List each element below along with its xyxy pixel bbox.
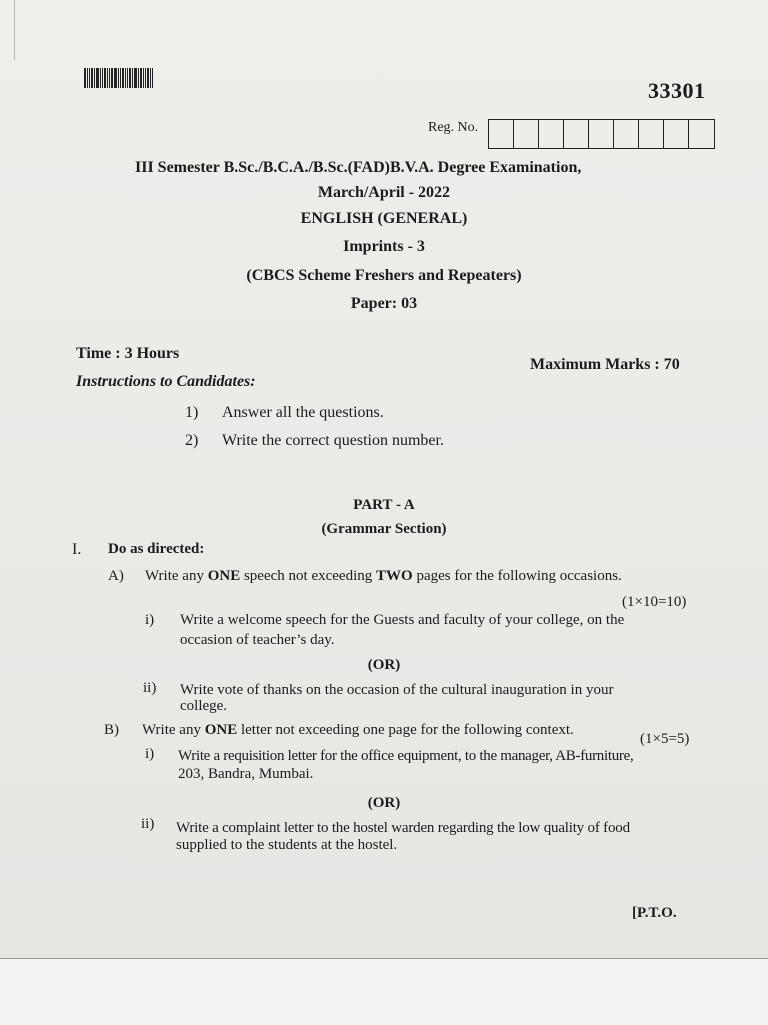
barcode-bar [84, 68, 86, 88]
please-turn-over: [P.T.O. [632, 905, 677, 921]
barcode-bar [114, 68, 117, 88]
instruction-num: 2) [185, 432, 199, 449]
barcode-bar [109, 68, 110, 88]
barcode-bar [122, 68, 124, 88]
option-text-line: Write a welcome speech for the Guests and faculty of your college, on the [180, 612, 625, 628]
reg-no-box [689, 120, 714, 148]
barcode-bar [150, 68, 151, 88]
maximum-marks: Maximum Marks : 70 [530, 356, 680, 373]
option-number: ii) [141, 816, 155, 832]
paper-code: 33301 [648, 78, 706, 103]
exam-title: III Semester B.Sc./B.C.A./B.Sc.(FAD)B.V.A. Degree Examination, [135, 159, 582, 176]
part-title: PART - A [353, 497, 415, 513]
barcode-bar [147, 68, 149, 88]
reg-no-box [639, 120, 664, 148]
instruction-text: Answer all the questions. [222, 404, 384, 421]
barcode-bar [127, 68, 128, 88]
reg-no-box [589, 120, 614, 148]
option-text-line: supplied to the students at the hostel. [176, 837, 398, 853]
reg-no-label: Reg. No. [428, 120, 479, 135]
option-text-line: Write a requisition letter for the office equipment, to the manager, AB-furniture, [178, 748, 634, 764]
option-text-line: Write vote of thanks on the occasion of the cultural inauguration in your [180, 682, 614, 698]
question-heading: Do as directed: [108, 541, 205, 557]
instructions-heading: Instructions to Candidates: [76, 373, 256, 390]
option-text-line: 203, Bandra, Mumbai. [178, 766, 314, 782]
reg-no-box [564, 120, 589, 148]
subquestion-label: A) [108, 568, 124, 584]
time-allowed: Time : 3 Hours [76, 345, 180, 362]
barcode-bar [111, 68, 113, 88]
barcode-bar [89, 68, 90, 88]
question-number: I. [72, 541, 82, 558]
option-text-line: college. [180, 698, 228, 714]
barcode-bar [143, 68, 144, 88]
instruction-num: 1) [185, 404, 199, 421]
option-text-line: Write a complaint letter to the hostel warden regarding the low quality of food [176, 820, 630, 836]
reg-no-box [514, 120, 539, 148]
reg-no-box [614, 120, 639, 148]
barcode-bar [129, 68, 131, 88]
scan-edge-mark [14, 0, 15, 60]
subject-title: ENGLISH (GENERAL) [300, 210, 468, 227]
barcode-bar [91, 68, 93, 88]
option-number: ii) [143, 680, 157, 696]
barcode-bar [118, 68, 119, 88]
marks-b: (1×5=5) [640, 731, 690, 747]
barcode-bar [96, 68, 99, 88]
barcode [84, 68, 164, 88]
or-separator: (OR) [367, 657, 401, 673]
scheme-note: (CBCS Scheme Freshers and Repeaters) [246, 267, 522, 284]
subject-subtitle: Imprints - 3 [343, 238, 425, 255]
reg-no-boxes [488, 119, 715, 149]
barcode-bar [152, 68, 153, 88]
subquestion-b-text: Write any ONE letter not exceeding one page for the following context. [142, 722, 574, 738]
page-bottom-margin [0, 958, 768, 1025]
option-text-line: occasion of teacher’s day. [180, 632, 335, 648]
barcode-bar [102, 68, 103, 88]
barcode-bar [138, 68, 139, 88]
option-number: i) [145, 746, 155, 762]
barcode-bar [87, 68, 88, 88]
part-subtitle: (Grammar Section) [321, 521, 447, 537]
or-separator: (OR) [367, 795, 401, 811]
barcode-bar [145, 68, 146, 88]
barcode-bar [125, 68, 126, 88]
reg-no-box [539, 120, 564, 148]
marks-a: (1×10=10) [622, 594, 687, 610]
barcode-bar [107, 68, 108, 88]
subquestion-label: B) [104, 722, 119, 738]
paper-number: Paper: 03 [350, 295, 418, 312]
instruction-text: Write the correct question number. [222, 432, 444, 449]
barcode-bar [100, 68, 101, 88]
reg-no-box [664, 120, 689, 148]
barcode-bar [120, 68, 121, 88]
barcode-bar [134, 68, 137, 88]
barcode-bar [140, 68, 142, 88]
barcode-bar [132, 68, 133, 88]
subquestion-a-text: Write any ONE speech not exceeding TWO pages for the following occasions. [145, 568, 622, 584]
barcode-bar [104, 68, 106, 88]
reg-no-box [489, 120, 514, 148]
barcode-bar [94, 68, 95, 88]
exam-session: March/April - 2022 [317, 184, 451, 201]
option-number: i) [145, 612, 155, 628]
